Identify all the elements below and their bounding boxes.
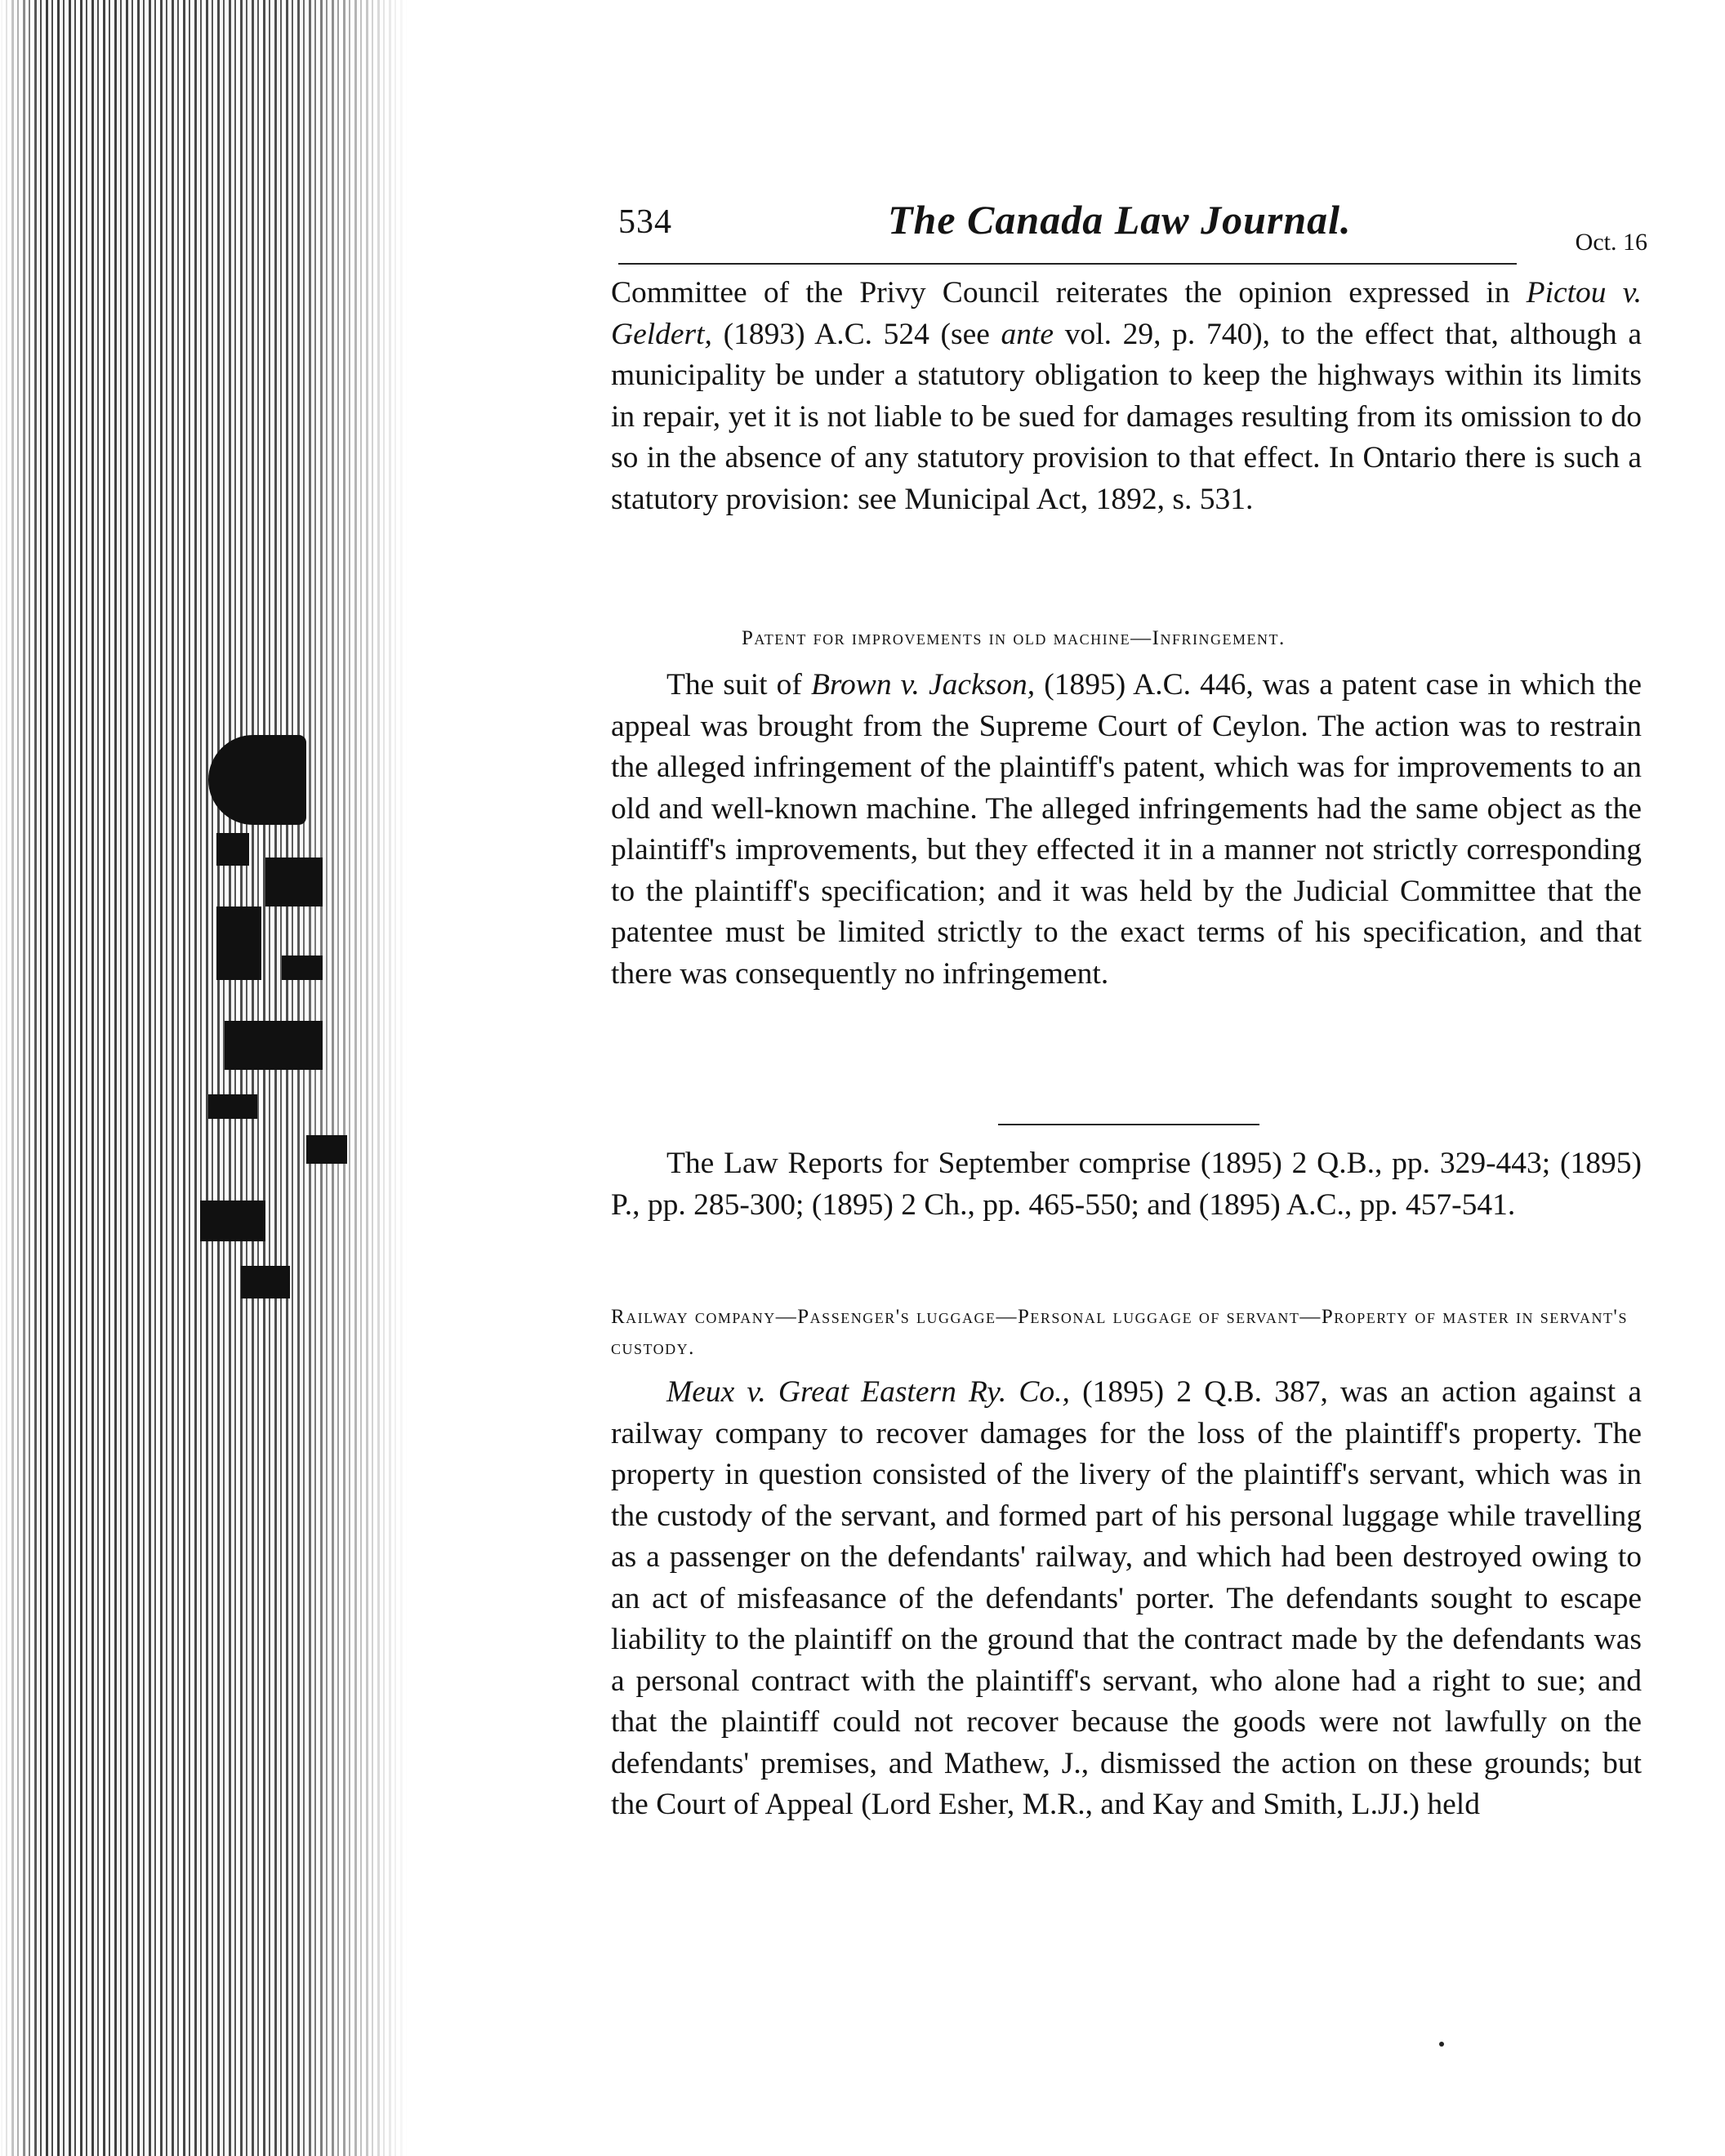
paragraph-text: vol. 29, p. 740), to the effect that, although a municipality be under a statutory obligation to keep the highways within its limits in repair, yet it is not liable to be sued for damages resulting from its omission to do so in the absence of any statutory provision to that effect. In Ontario there is such a statutory provision: see Municipal Act, 1892, s. 531. bbox=[611, 317, 1642, 516]
ante-reference: ante bbox=[1001, 317, 1054, 351]
paragraph-text: (1895) A.C. 446, was a patent case in which the appeal was brought from the Supreme Court of Ceylon. The action was to restrain the alleged infringement of the plaintiff's patent, which was for improvements to an old and well-known machine. The alleged infringements had the same object as the plaintiff's improvements, but they effected it in a manner not strictly corresponding to the plaintiff's specification; and it was held by the Judicial Committee that the patentee must be limited strictly to the exact terms of his specification, and that there was consequently no infringement. bbox=[611, 668, 1642, 991]
paragraph-law-reports: The Law Reports for September comprise (1895) 2 Q.B., pp. 329-443; (1895) P., pp. 285-300; (1895) 2 Ch., pp. 465-550; and (1895) A.C., pp. 457-541. bbox=[611, 1147, 1642, 1222]
paragraph-text: Committee of the Privy Council reiterates the opinion expressed in bbox=[611, 276, 1527, 310]
page-number: 534 bbox=[618, 203, 672, 241]
section-divider bbox=[998, 1124, 1259, 1125]
paragraph-text: The suit of bbox=[666, 668, 811, 702]
section-heading-patent: Patent for improvements in old machine—Infringement. bbox=[742, 627, 1286, 649]
section-heading-railway: Railway company—Passenger's luggage—Personal luggage of servant—Property of master in servant's custody. bbox=[611, 1306, 1628, 1359]
paragraph-privy-council bbox=[611, 273, 1642, 520]
paragraph-text: (1895) 2 Q.B. 387, was an action against a railway company to recover damages for the loss of the plaintiff's property. The property in question consisted of the livery of the plaintiff's servant, which was in the custody of the servant, and formed part of his personal luggage while travelling as a passenger on the defendants' railway, and which had been destroyed owing to an act of misfeasance of the defendants' porter. The defendants sought to escape liability to the plaintiff on the ground that the contract made by the defendants was a personal contract with the plaintiff's servant, who alone had a right to sue; and that the plaintiff could not recover because the goods were not lawfully on the defendants' premises, and Mathew, J., dismissed the action on these grounds; but the Court of Appeal (Lord Esher, M.R., and Kay and Smith, L.JJ.) held bbox=[611, 1375, 1642, 1821]
case-citation: Pictou v. Geldert, bbox=[611, 276, 1643, 351]
paragraph-text: (1893) A.C. 524 (see bbox=[711, 317, 1001, 351]
paragraph-brown-v-jackson bbox=[611, 665, 1642, 995]
running-head bbox=[618, 196, 1647, 270]
header-rule bbox=[618, 263, 1517, 265]
case-citation: Meux v. Great Eastern Ry. Co., bbox=[666, 1375, 1070, 1409]
case-citation: Brown v. Jackson, bbox=[810, 668, 1036, 702]
paragraph-meux-v-great-eastern bbox=[611, 1372, 1642, 1826]
page-speck bbox=[1439, 2042, 1444, 2047]
issue-date: Oct. 16 bbox=[1575, 229, 1647, 256]
journal-title: The Canada Law Journal. bbox=[888, 197, 1352, 243]
